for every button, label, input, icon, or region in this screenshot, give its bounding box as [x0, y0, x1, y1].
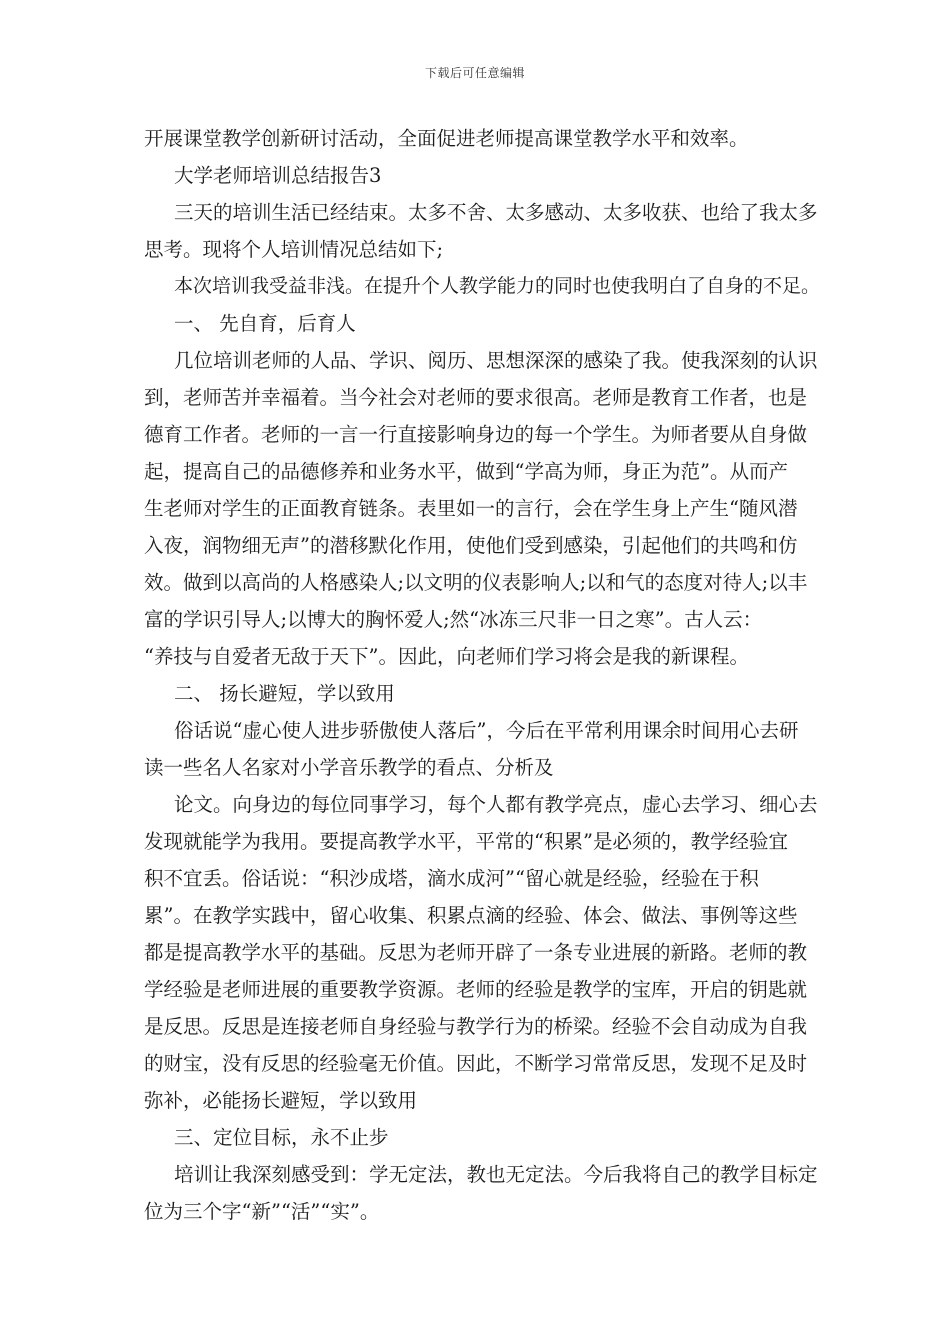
text-line: 学经验是老师进展的重要教学资源。老师的经验是教学的宝库，开启的钥匙就	[144, 978, 808, 1001]
text-line: 大学老师培训总结报告3	[174, 164, 382, 187]
text-line: 积不宜丢。俗话说：“积沙成塔，滴水成河”“留心就是经验，经验在于积	[144, 867, 759, 890]
text-line: 开展课堂教学创新研讨活动，全面促进老师提高课堂教学水平和效率。	[144, 127, 749, 150]
text-line: 一、 先自育，后育人	[174, 312, 356, 335]
text-line: 累”。在教学实践中，留心收集、积累点滴的经验、体会、做法、事例等这些	[144, 904, 798, 927]
text-line: 都是提高教学水平的基础。反思为老师开辟了一条专业进展的新路。老师的教	[144, 941, 808, 964]
text-line: 入夜，润物细无声”的潜移默化作用，使他们受到感染，引起他们的共鸣和仿	[144, 534, 798, 557]
text-line: 德育工作者。老师的一言一行直接影响身边的每一个学生。为师者要从自身做	[144, 423, 808, 446]
text-line: “养技与自爱者无敌于天下”。因此，向老师们学习将会是我的新课程。	[144, 645, 749, 668]
text-line: 到，老师苦并幸福着。当今社会对老师的要求很高。老师是教育工作者，也是	[144, 386, 808, 409]
text-line: 位为三个字“新”“活”“实”。	[144, 1200, 380, 1223]
text-line: 效。做到以高尚的人格感染人;以文明的仪表影响人;以和气的态度对待人;以丰	[144, 571, 808, 594]
text-line: 三、定位目标，永不止步	[174, 1126, 389, 1149]
text-line: 几位培训老师的人品、学识、阅历、思想深深的感染了我。使我深刻的认识	[174, 349, 818, 372]
page-header: 下载后可任意编辑	[424, 66, 525, 80]
text-line: 的财宝，没有反思的经验毫无价值。因此，不断学习常常反思，发现不足及时	[144, 1052, 808, 1075]
text-line: 俗话说“虚心使人进步骄傲使人落后”，今后在平常利用课余时间用心去研	[174, 719, 799, 742]
text-line: 本次培训我受益非浅。在提升个人教学能力的同时也使我明白了自身的不足。	[174, 275, 821, 297]
text-line: 二、 扬长避短，学以致用	[174, 682, 395, 705]
text-line: 起，提高自己的品德修养和业务水平，做到“学高为师，身正为范”。从而产	[144, 460, 788, 483]
text-line: 发现就能学为我用。要提高教学水平，平常的“积累”是必须的，教学经验宜	[144, 830, 788, 853]
text-line: 读一些名人名家对小学音乐教学的看点、分析及	[144, 756, 554, 779]
text-line: 培训让我深刻感受到：学无定法，教也无定法。今后我将自己的教学目标定	[174, 1163, 818, 1186]
text-line: 三天的培训生活已经结束。太多不舍、太多感动、太多收获、也给了我太多	[174, 201, 818, 224]
text-line: 弥补，必能扬长避短，学以致用	[144, 1089, 418, 1112]
text-line: 论文。向身边的每位同事学习，每个人都有教学亮点，虚心去学习、细心去	[174, 793, 818, 816]
text-line: 思考。现将个人培训情况总结如下;	[144, 238, 444, 261]
document-body	[144, 120, 820, 1230]
text-line: 是反思。反思是连接老师自身经验与教学行为的桥梁。经验不会自动成为自我	[144, 1015, 808, 1038]
text-line: 富的学识引导人;以博大的胸怀爱人;然“冰冻三尺非一日之寒”。古人云：	[144, 608, 763, 631]
text-line: 生老师对学生的正面教育链条。表里如一的言行，会在学生身上产生“随风潜	[144, 497, 798, 520]
